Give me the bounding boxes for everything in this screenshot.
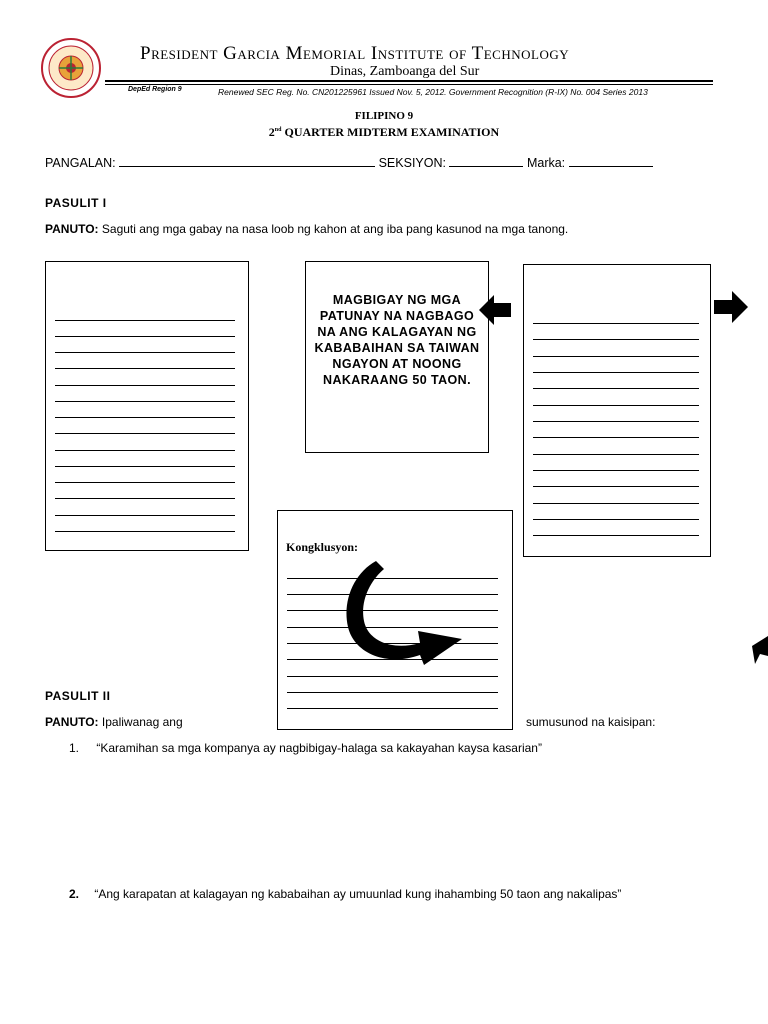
curved-arrow-icon	[340, 559, 465, 669]
section-field[interactable]	[449, 155, 523, 167]
score-label: Marka:	[526, 156, 566, 170]
school-location: Dinas, Zamboanga del Sur	[330, 64, 480, 79]
exam-subject: FILIPINO 9	[354, 110, 414, 122]
name-field[interactable]	[119, 155, 375, 167]
question-2-number: 2.	[69, 887, 80, 901]
part2-instr-label: PANUTO:	[45, 715, 99, 729]
exam-title-ordinal: 2	[268, 125, 275, 139]
question-1-number: 1.	[69, 741, 80, 755]
arrow-left-icon	[478, 293, 512, 327]
name-label: PANGALAN:	[45, 156, 116, 170]
center-prompt-text: MAGBIGAY NG MGA PATUNAY NA NAGBAGO NA ANG KALAGAYAN NG KABABAIHAN SA TAIWAN NGAYON AT NOONG NAKARAANG 50 TAON.	[314, 293, 480, 387]
school-seal-logo	[40, 37, 102, 99]
partial-arrow-icon	[752, 636, 768, 664]
center-prompt-box	[305, 261, 489, 453]
part1-instr-text: Saguti ang mga gabay na nasa loob ng kahon at ang iba pang kasunod na mga tanong.	[98, 222, 569, 236]
part2-instr-text-a: Ipaliwanag ang	[98, 715, 183, 729]
exam-title-rest: QUARTER MIDTERM EXAMINATION	[281, 125, 500, 139]
part1-instr-label: PANUTO:	[45, 222, 99, 236]
school-name: President Garcia Memorial Institute of Technology	[140, 43, 570, 64]
conclusion-label: Kongklusyon:	[286, 540, 359, 554]
section-label: SEKSIYON:	[378, 156, 446, 170]
part1-heading: PASULIT I	[45, 196, 107, 210]
registration-text: Renewed SEC Reg. No. CN201225961 Issued Nov. 5, 2012. Government Recognition (R-IX) No. 004 Series 2013	[218, 87, 648, 97]
conclusion-box[interactable]	[277, 510, 513, 730]
question-1-text: “Karamihan sa mga kompanya ay nagbibigay-halaga sa kakayahan kaysa kasarian”	[96, 741, 542, 755]
arrow-right-icon	[713, 290, 749, 324]
question-2	[69, 887, 621, 901]
right-answer-box[interactable]	[523, 264, 711, 557]
question-2-text: “Ang karapatan at kalagayan ng kababaihan ay umuunlad kung ihahambing 50 taon ang nakalipas”	[94, 887, 622, 901]
score-field[interactable]	[569, 155, 653, 167]
header-rule	[105, 80, 713, 82]
deped-region: DepEd Region 9	[128, 86, 182, 93]
exam-title-suffix: nd	[274, 127, 282, 133]
part2-instruction-cont: sumusunod na kaisipan:	[526, 715, 656, 729]
exam-title	[0, 125, 768, 140]
student-info-row	[45, 155, 653, 170]
part2-instruction	[45, 715, 183, 729]
part1-instruction	[45, 222, 568, 236]
left-answer-box[interactable]	[45, 261, 249, 551]
part2-heading: PASULIT II	[45, 689, 111, 703]
question-1	[69, 741, 542, 755]
header-rule-thin	[105, 84, 713, 85]
